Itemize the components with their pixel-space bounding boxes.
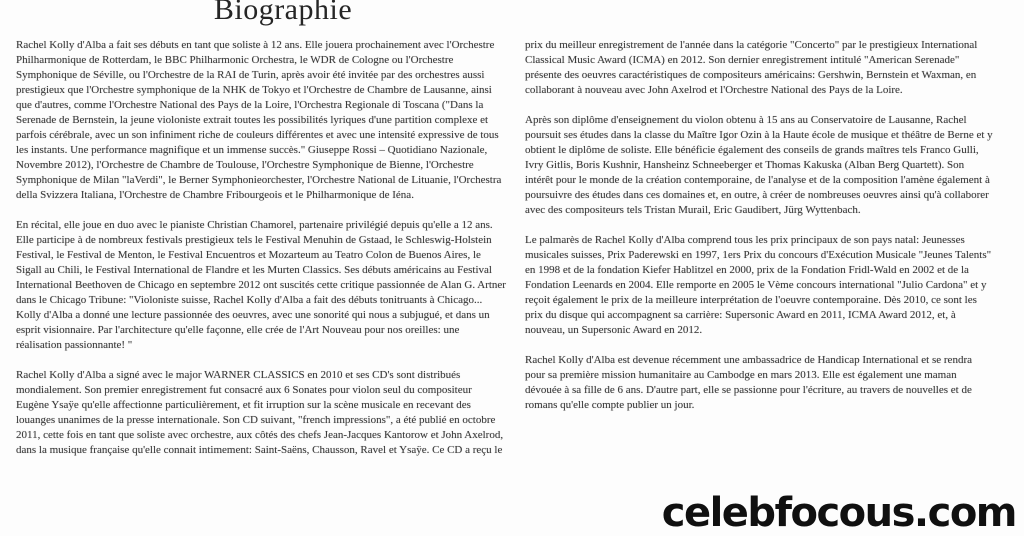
biography-paragraph-4: prix du meilleur enregistrement de l'année dans la catégorie "Concerto" par le prestigieux International Classical Music Award (ICMA) en 2012. Son dernier enregistrement intitulé "American Serenade" présente des oeuvres caractéristiques de compositeurs américains: Gershwin, Bernstein et Waxman, en collaborant à nouveau avec John Axelrod et l'Orchestre National des Pays de la Loire. [525, 39, 978, 96]
biography-paragraph-7: Rachel Kolly d'Alba est devenue récemment une ambassadrice de Handicap International et se rendra pour sa première mission humanitaire au Cambodge en mars 2013. Elle est également une maman dévouée à sa fille de 6 ans. D'autre part, elle se passionne pour l'écriture, au travers de nouvelles et de romans qu'elle compte publier un jour. [525, 354, 972, 411]
biography-paragraph-3: Rachel Kolly d'Alba a signé avec le major WARNER CLASSICS en 2010 et ses CD's sont distribués mondialement. Son premier enregistrement fut consacré aux 6 Sonates pour violon seul du compositeur Eugène Ysaÿe qu'elle affectionne particulièrement, et fit irruption sur la scène musicale en recevant des louanges unanimes de la presse internationale. Son CD suivant, "french impressions", a été publié en octobre 2011, cette fois en tant que soliste avec orchestre, aux côtés des chefs Jean-Jacques Kantorow et John Axelrod, dans la musique française qu'elle connait intimement: Saint-Saëns, Chausson, Ravel et Ysaÿe. Ce CD a reçu le [16, 369, 504, 456]
watermark: celebfocous.com [661, 490, 1016, 536]
biography-paragraph-1: Rachel Kolly d'Alba a fait ses débuts en tant que soliste à 12 ans. Elle jouera prochainement avec l'Orchestre Philharmonique de Rotterdam, le BBC Philharmonic Orchestra, le WDR de Cologne ou l'Orchestre Symphonique de Séville, ou l'Orchestre de la RAI de Turin, après avoir été invitée par des orchestres aussi prestigieux que l'Orchestre symphonique de la NHK de Tokyo et l'Orchestre de Chambre de Lausanne, ainsi que d'autres, comme l'Orchestre National des Pays de la Loire, l'Orchestra Regionale di Toscana ("Dans la Serenade de Bernstein, la jeune violoniste extrait toutes les possibilités lyriques d'une partition complexe et parfois cérébrale, avec un son infiniment riche de couleurs différentes et avec une intensité expressive de tous les instants. Une performance magnifique et un immense succès." Giuseppe Rossi – Quotidiano Nazionale, Novembre 2012), l'Orchestre de Chambre de Toulouse, l'Orchestre Symphonique de Bienne, l'Orchestre Symphonique de Milan "laVerdi", le Berner Symphonieorchester, l'Orchestre National de Lituanie, l'Orchestra della Svizzera Italiana, l'Orchestre de Chambre Fribourgeois et le Philharmonique de Iéna. [16, 39, 502, 201]
biography-paragraph-2: En récital, elle joue en duo avec le pianiste Christian Chamorel, partenaire privilégié depuis qu'elle a 12 ans. Elle participe à de nombreux festivals prestigieux tels le Festival Menuhin de Gstaad, le Schleswig-Holstein Festival, le Festival de Menton, le Festival Encuentros et Mozarteum au Teatro Colon de Buenos Aires, le Sigall au Chili, le Festival International de Flandre et les Murten Classics. Ses débuts américains au Festival International Beethoven de Chicago en septembre 2012 ont suscités cette critique passionnée de Alan G. Artner dans le Chicago Tribune: "Violoniste suisse, Rachel Kolly d'Alba a fait des débuts tonitruants à Chicago... Kolly d'Alba a donné une lecture passionnée des oeuvres, avec une sonorité qui nous a subjugué, et dans un esprit visionnaire. Par l'architecture qu'elle façonne, elle crée de l'Art Nouveau pour nos oreilles: une réalisation passionnante! " [16, 219, 506, 351]
left-column [16, 0, 506, 473]
right-column [525, 38, 993, 428]
page-title: Biographie [213, 0, 353, 26]
biography-paragraph-5: Après son diplôme d'enseignement du violon obtenu à 15 ans au Conservatoire de Lausanne, Rachel poursuit ses études dans la classe du Maître Igor Ozin à la Haute école de musique et théâtre de Berne et y obtient le diplôme de soliste. Elle bénéficie également des conseils de grands maîtres tels Franco Gulli, Ivry Gitlis, Boris Kushnir, Hansheinz Schneeberger et Thomas Kakuska (Alban Berg Quartett). Son intérêt pour le monde de la création contemporaine, de l'analyse et de la composition l'amène également à poursuivre des études dans ces domaines et, en outre, à créer de nombreuses oeuvres ainsi qu'à collaborer avec des compositeurs tels Tristan Murail, Eric Gaudibert, Jürg Wyttenbach. [525, 114, 993, 216]
biography-paragraph-6: Le palmarès de Rachel Kolly d'Alba comprend tous les prix principaux de son pays natal: Jeunesses musicales suisses, Prix Paderewski en 1997, 1ers Prix du concours d'Exécution Musicale "Jeunes Talents" en 1998 et de la fondation Kiefer Hablitzel en 2000, prix de la Fondation Fridl-Wald en 2002 et de la Fondation Leenards en 2004. Elle remporte en 2005 le Vème concours international "Julio Cardona" et y reçoit également le prix de la meilleure interprétation de l'oeuvre contemporaine. Dès 2010, ce sont les prix du disque qui accompagnent sa carrière: Supersonic Award en 2011, ICMA Award 2012, et, à nouveau, un Supersonic Award en 2012. [525, 234, 992, 336]
